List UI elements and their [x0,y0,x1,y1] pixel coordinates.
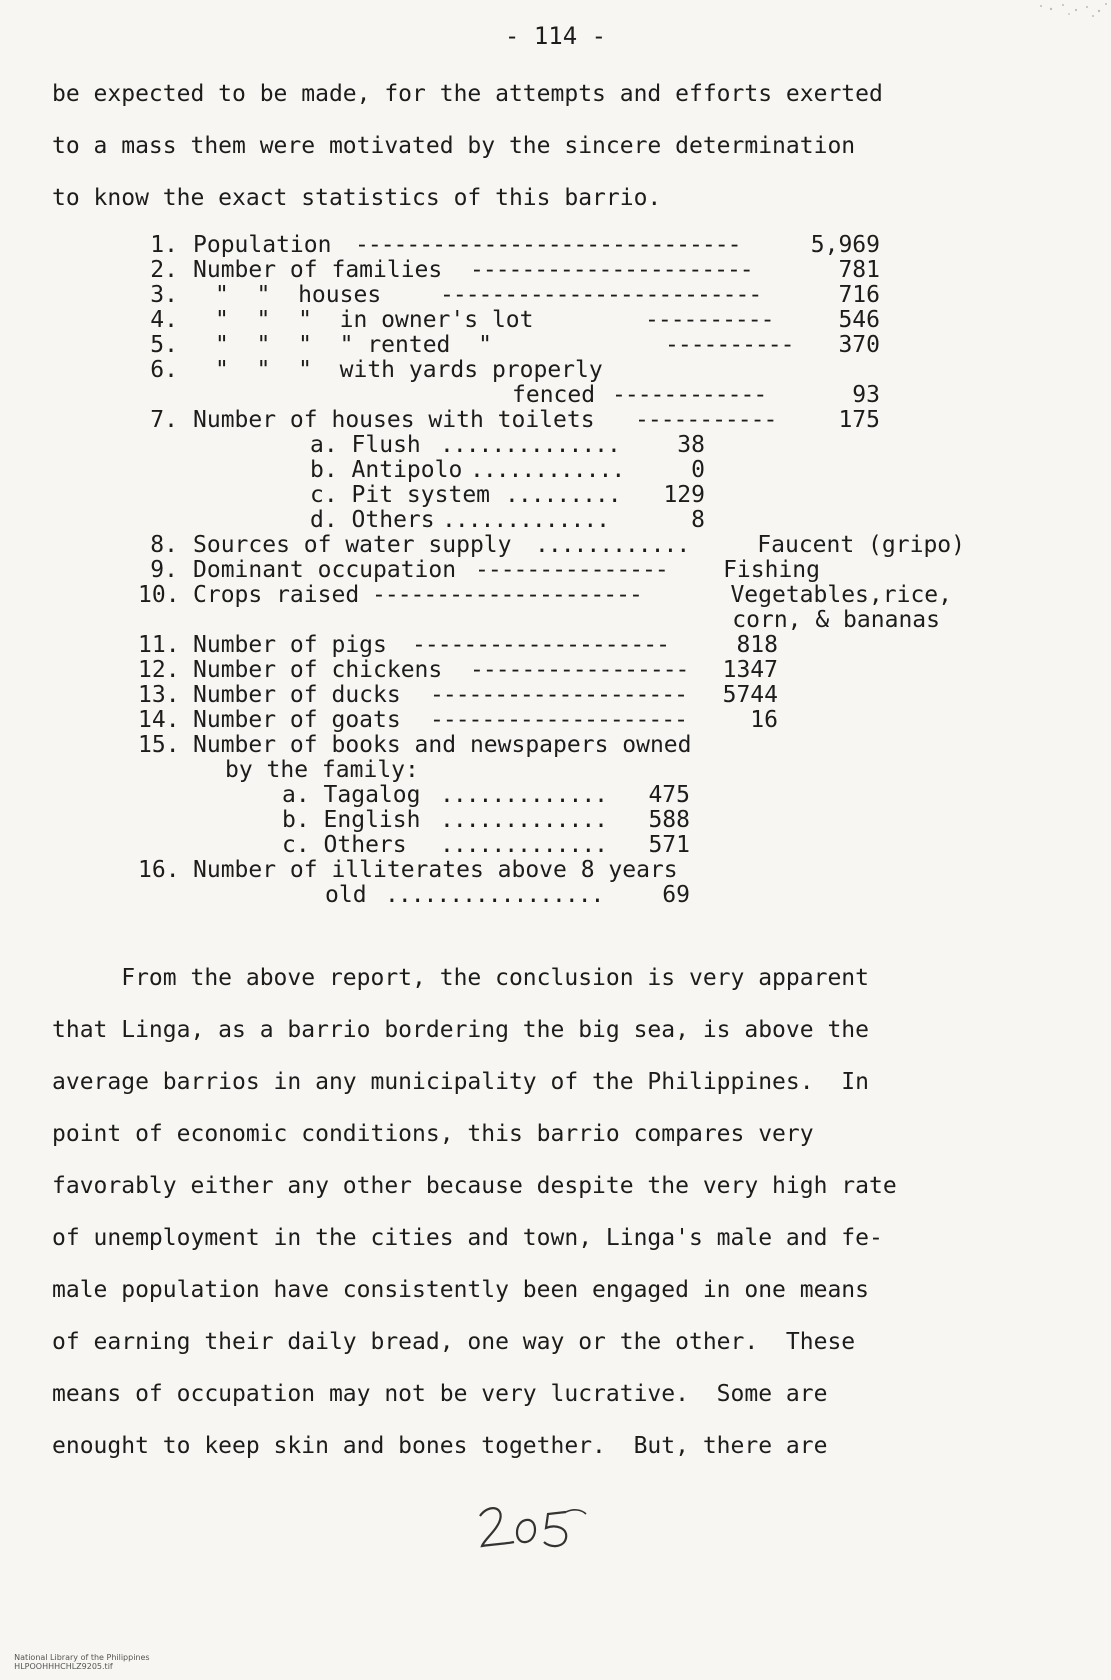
stat-row [0,632,1111,658]
stat-label: d. Others [310,507,435,533]
text-line: to a mass them were motivated by the sincere determination [52,133,856,159]
stat-row [0,757,1111,783]
stat-value: 716 [838,282,880,308]
stat-value: 0 [691,457,705,483]
stat-value: 475 [648,782,690,808]
text-line: From the above report, the conclusion is very apparent [52,965,869,991]
stat-row [0,407,1111,433]
stat-label: " " " in owner's lot [215,307,534,333]
stat-label: Dominant occupation [193,557,457,583]
stat-row [0,607,1111,633]
stat-leader: --------------------- [372,582,642,608]
stat-row [0,882,1111,908]
stat-value: 571 [648,832,690,858]
page-number: - 114 - [504,22,607,50]
stat-row [0,807,1111,833]
text-line: favorably either any other because despite the very high rate [52,1173,897,1199]
stat-label: Number of houses with toilets [193,407,595,433]
stat-value: 818 [736,632,778,658]
stat-row [0,232,1111,258]
stat-leader: ----------- [635,407,777,433]
stat-label: b. Antipolo [310,457,463,483]
stat-leader: ............. [440,807,608,833]
stat-label: " " " with yards properly [215,357,603,383]
stat-leader: -------------------- [412,632,669,658]
text-line: be expected to be made, for the attempts and efforts exerted [52,81,883,107]
stat-value: 370 [838,332,880,358]
stat-value: Faucent (gripo) [757,532,965,558]
stat-label: b. English [282,807,421,833]
stat-label: Number of goats [193,707,401,733]
stat-number: 9. [150,557,178,583]
stat-row [0,782,1111,808]
stat-value: 781 [838,257,880,283]
stat-label: Number of illiterates above 8 years [193,857,678,883]
stat-value: 16 [750,707,778,733]
stat-value: 546 [838,307,880,333]
text-line: of earning their daily bread, one way or the other. These [52,1329,856,1355]
stat-label: Number of chickens [193,657,443,683]
stat-row [0,282,1111,308]
footer-library: National Library of the Philippines [14,1653,150,1662]
stat-row [0,257,1111,283]
text-line: of unemployment in the cities and town, Linga's male and fe- [52,1225,883,1251]
stat-label: Number of ducks [193,682,401,708]
stat-leader: ------------------------- [440,282,762,308]
footer-file: HLPOOHHHCHLZ9205.tif [14,1662,113,1671]
stat-row [0,357,1111,383]
stat-leader: ---------------------- [470,257,753,283]
stat-row [0,432,1111,458]
stat-row [0,557,1111,583]
stat-value: 175 [838,407,880,433]
stat-label: " " houses [215,282,382,308]
stat-row [0,857,1111,883]
stat-number: 8. [150,532,178,558]
stat-leader: -------------------- [430,682,687,708]
scan-footer [4,1644,180,1680]
stat-label: Sources of water supply [193,532,512,558]
stat-value: 69 [662,882,690,908]
stat-leader: ............ [535,532,690,558]
stat-label: a. Tagalog [282,782,421,808]
stat-value: 38 [677,432,705,458]
stat-row [0,332,1111,358]
stat-number: 10. [138,582,180,608]
stat-label: Population [193,232,332,258]
stat-row [0,832,1111,858]
stat-label: c. Pit system [310,482,491,508]
stat-value: Fishing [723,557,820,583]
stat-number: 16. [138,857,180,883]
stat-number: 7. [150,407,178,433]
intro-paragraph [52,68,1062,224]
stat-leader: --------------- [475,557,668,583]
conclusion-paragraph [52,952,1062,1472]
stat-value: 5,969 [810,232,880,258]
stat-number: 2. [150,257,178,283]
handwritten-page-number [470,1498,590,1558]
stat-leader: ............. [440,782,608,808]
stat-number: 14. [138,707,180,733]
text-line: point of economic conditions, this barrio compares very [52,1121,814,1147]
stat-row [0,657,1111,683]
stat-label: " " " " rented " [215,332,492,358]
stat-value: Vegetables,rice, [730,582,952,608]
stat-row [0,482,1111,508]
stat-label: a. Flush [310,432,421,458]
stat-row [0,682,1111,708]
stat-leader: ---------- [645,307,774,333]
stat-value: 1347 [722,657,778,683]
text-line: means of occupation may not be very lucrative. Some are [52,1381,828,1407]
stat-row [0,507,1111,533]
stat-leader: ------------------------------ [355,232,741,258]
stat-leader: ............. [440,832,608,858]
stat-label: fenced [512,382,596,408]
stat-row [0,307,1111,333]
stat-value: 5744 [722,682,778,708]
stat-value: 588 [648,807,690,833]
text-line: that Linga, as a barrio bordering the big sea, is above the [52,1017,869,1043]
stat-value: corn, & bananas [732,607,940,633]
stat-row [0,382,1111,408]
stat-row [0,582,1111,608]
stat-number: 6. [150,357,178,383]
stat-leader: .............. [440,432,620,458]
stat-label: Number of families [193,257,443,283]
stat-leader: ------------ [612,382,767,408]
stat-leader: ............ [470,457,625,483]
stat-number: 5. [150,332,178,358]
stat-leader: -------------------- [430,707,687,733]
stat-row [0,732,1111,758]
stat-leader: ----------------- [470,657,689,683]
text-line: average barrios in any municipality of the Philippines. In [52,1069,869,1095]
stat-label: by the family: [225,757,419,783]
stat-row [0,457,1111,483]
stat-label: Crops raised [193,582,360,608]
stat-leader: ......... [505,482,621,508]
stat-label: Number of pigs [193,632,387,658]
stat-number: 3. [150,282,178,308]
stat-number: 13. [138,682,180,708]
stat-leader: ................. [385,882,604,908]
stat-label: old [325,882,367,908]
stat-row [0,532,1111,558]
text-line: to know the exact statistics of this barrio. [52,185,662,211]
stat-number: 11. [138,632,180,658]
stat-label: Number of books and newspapers owned [193,732,692,758]
stat-number: 4. [150,307,178,333]
stat-number: 1. [150,232,178,258]
stat-value: 93 [852,382,880,408]
stat-leader: ---------- [665,332,794,358]
stat-leader: ............. [442,507,610,533]
stat-number: 15. [138,732,180,758]
stat-row [0,707,1111,733]
stat-number: 12. [138,657,180,683]
stat-value: 8 [691,507,705,533]
stat-label: c. Others [282,832,407,858]
text-line: enought to keep skin and bones together. But, there are [52,1433,828,1459]
text-line: male population have consistently been engaged in one means [52,1277,869,1303]
stat-value: 129 [663,482,705,508]
